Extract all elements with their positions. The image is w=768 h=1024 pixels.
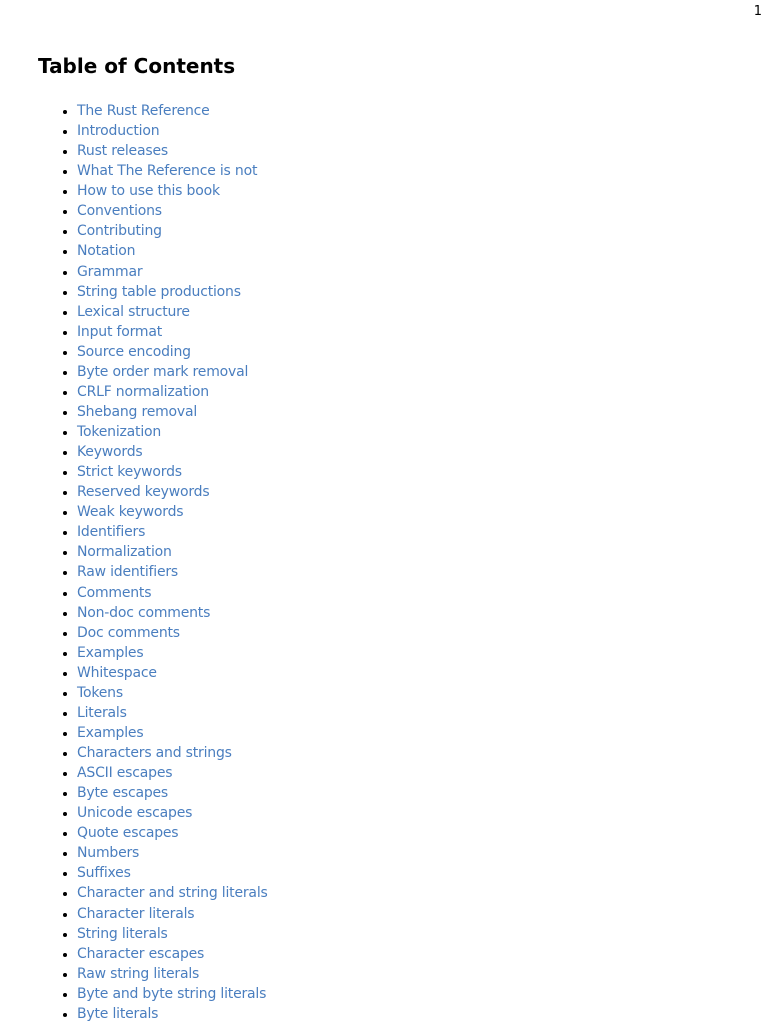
toc-link[interactable]: Source encoding [77,343,191,360]
page-number: 1 [753,4,762,19]
toc-link[interactable]: Non-doc comments [77,604,211,621]
list-item [77,763,268,783]
toc-link[interactable]: Doc comments [77,624,180,641]
list-item [77,542,268,562]
list-item [77,883,268,903]
toc-link[interactable]: Character and string literals [77,885,268,902]
toc-link[interactable]: Contributing [77,223,162,240]
list-item [77,683,268,703]
list-item [77,101,268,121]
toc-link[interactable]: Normalization [77,544,172,561]
toc-link[interactable]: How to use this book [77,183,220,200]
list-item [77,1004,268,1024]
toc-link[interactable]: Numbers [77,845,140,862]
list-item [77,603,268,623]
toc-link[interactable]: Introduction [77,123,160,140]
toc-link[interactable]: Conventions [77,203,162,220]
toc-link[interactable]: Literals [77,704,127,721]
list-item [77,723,268,743]
list-item [77,803,268,823]
list-item [77,121,268,141]
toc-link[interactable]: Character literals [77,905,195,922]
list-item [77,402,268,422]
list-item [77,502,268,522]
list-item [77,522,268,542]
list-item [77,302,268,322]
toc-link[interactable]: Notation [77,243,136,260]
toc-link[interactable]: Grammar [77,263,143,280]
toc-link[interactable]: Identifiers [77,524,146,541]
toc-link[interactable]: Whitespace [77,664,157,681]
toc-link[interactable]: Keywords [77,444,143,461]
toc-link[interactable]: Rust releases [77,143,168,160]
list-item [77,863,268,883]
toc-link[interactable]: Byte escapes [77,785,169,802]
list-item [77,843,268,863]
toc-link[interactable]: Byte literals [77,1005,159,1022]
toc-link[interactable]: What The Reference is not [77,163,258,180]
list-item [77,221,268,241]
toc-link[interactable]: Examples [77,724,144,741]
toc-link[interactable]: Characters and strings [77,745,232,761]
toc-link[interactable]: Raw string literals [77,965,200,982]
list-item [77,262,268,282]
toc-link[interactable]: Weak keywords [77,504,184,521]
list-item [77,562,268,582]
list-item [77,743,268,763]
list-item [77,823,268,843]
list-item [77,703,268,723]
list-item [77,663,268,683]
list-item [77,322,268,342]
toc-link[interactable]: Byte order mark removal [77,363,249,380]
list-item [77,282,268,302]
list-item [77,643,268,663]
list-item [77,442,268,462]
toc-link[interactable]: The Rust Reference [77,103,210,119]
toc-link[interactable]: Comments [77,584,152,601]
toc-link[interactable]: Tokens [77,684,123,701]
toc-link[interactable]: Strict keywords [77,464,182,481]
page-title: Table of Contents [38,54,236,78]
list-item [77,964,268,984]
toc-link[interactable]: Lexical structure [77,303,190,320]
list-item [77,382,268,402]
toc-link[interactable]: Suffixes [77,865,131,882]
toc-link[interactable]: Raw identifiers [77,564,179,581]
list-item [77,201,268,221]
toc-link[interactable]: Reserved keywords [77,484,210,501]
toc-link[interactable]: Examples [77,644,144,661]
list-item [77,924,268,944]
list-item [77,462,268,482]
toc-link[interactable]: String table productions [77,283,241,300]
list-item [77,944,268,964]
list-item [77,623,268,643]
toc-link[interactable]: Tokenization [77,424,162,440]
toc-link[interactable]: Byte and byte string literals [77,985,267,1002]
toc-link[interactable]: Unicode escapes [77,805,193,822]
toc-link[interactable]: Shebang removal [77,403,198,420]
toc-list [0,101,268,1024]
toc-link[interactable]: String literals [77,925,168,942]
list-item [77,482,268,502]
list-item [77,342,268,362]
toc-link[interactable]: Quote escapes [77,825,179,842]
toc-link[interactable]: CRLF normalization [77,383,209,400]
list-item [77,141,268,161]
list-item [77,904,268,924]
list-item [77,362,268,382]
toc-link[interactable]: Character escapes [77,945,205,962]
list-item [77,241,268,261]
list-item [77,984,268,1004]
list-item [77,422,268,442]
toc-link[interactable]: Input format [77,323,163,340]
toc-link[interactable]: ASCII escapes [77,765,173,782]
list-item [77,161,268,181]
list-item [77,181,268,201]
list-item [77,583,268,603]
list-item [77,783,268,803]
